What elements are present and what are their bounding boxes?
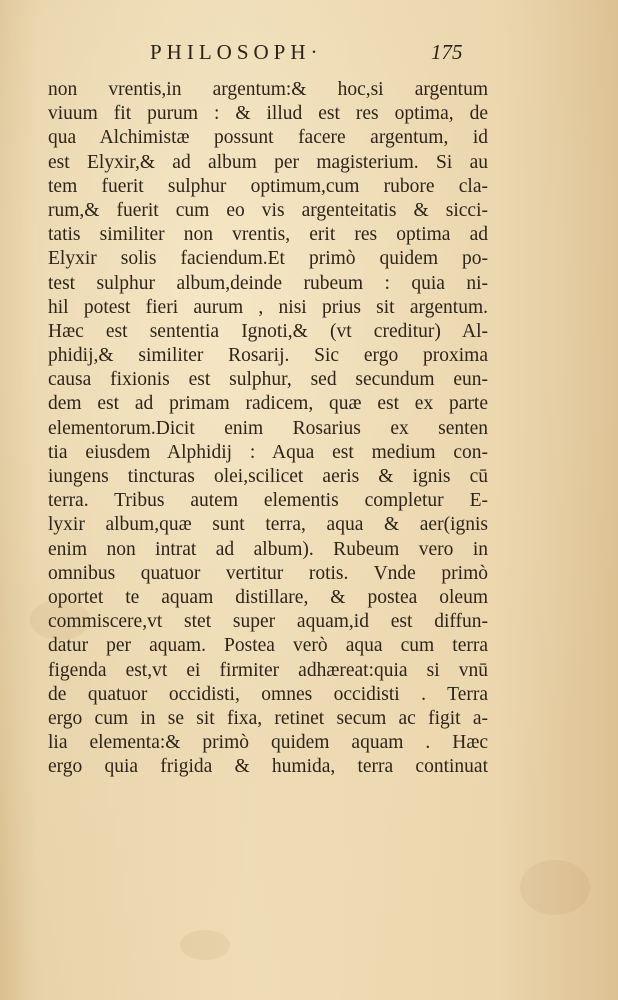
text-line: causa fixionis est sulphur, sed secundum eun-	[48, 369, 488, 391]
paper-stain	[520, 860, 590, 915]
text-line: tia eiusdem Alphidij : Aqua est medium con-	[48, 441, 488, 463]
text-line: Elyxir solis faciendum.Et primò quidem po-	[48, 248, 488, 270]
text-line: est Elyxir,& ad album per magisterium. Si au	[48, 151, 488, 173]
text-line: non vrentis,in argentum:& hoc,si argentum	[48, 79, 488, 100]
text-line: datur per aquam. Postea verò aqua cum terra	[48, 635, 488, 657]
page-header	[0, 40, 618, 70]
text-line: hil potest fieri aurum , nisi prius sit argentum.	[48, 296, 488, 318]
text-line: Hæc est sententia Ignoti,& (vt creditur) Al-	[48, 320, 488, 342]
text-line: terra. Tribus autem elementis completur E-	[48, 490, 488, 512]
text-line: figenda est,vt ei firmiter adhæreat:quia si vnū	[48, 659, 488, 681]
text-line: ergo quia frigida & humida, terra continuat	[48, 756, 488, 778]
text-line: test sulphur album,deinde rubeum : quia ni-	[48, 272, 488, 294]
text-line: dem est ad primam radicem, quæ est ex parte	[48, 393, 488, 415]
text-line: commiscere,vt stet super aquam,id est diffun-	[48, 611, 488, 633]
text-line: iungens tincturas olei,scilicet aeris & ignis cū	[48, 466, 488, 487]
text-line: enim non intrat ad album). Rubeum vero in	[48, 538, 488, 560]
text-line: oportet te aquam distillare, & postea oleum	[48, 586, 488, 608]
page-number: 175	[431, 40, 463, 64]
text-line: rum,& fuerit cum eo vis argenteitatis & sicci-	[48, 199, 488, 221]
text-line: tem fuerit sulphur optimum,cum rubore cla-	[48, 175, 488, 197]
body-text	[48, 78, 488, 779]
text-line: elementorum.Dicit enim Rosarius ex senten	[48, 417, 488, 439]
text-line: phidij,& similiter Rosarij. Sic ergo proxima	[48, 345, 488, 367]
text-line: qua Alchimistæ possunt facere argentum, id	[48, 127, 488, 149]
text-line: lia elementa:& primò quidem aquam . Hæc	[48, 732, 488, 754]
text-line: tatis similiter non vrentis, erit res optima ad	[48, 224, 488, 246]
text-line: omnibus quatuor vertitur rotis. Vnde primò	[48, 562, 488, 584]
text-line: ergo cum in se sit fixa, retinet secum ac figit a-	[48, 707, 488, 729]
running-head: PHILOSOPH·	[150, 40, 323, 64]
text-line: lyxir album,quæ sunt terra, aqua & aer(ignis	[48, 514, 488, 536]
text-line: viuum fit purum : & illud est res optima, de	[48, 103, 488, 125]
paper-stain	[180, 930, 230, 960]
text-line: de quatuor occidisti, omnes occidisti . Terra	[48, 683, 488, 705]
